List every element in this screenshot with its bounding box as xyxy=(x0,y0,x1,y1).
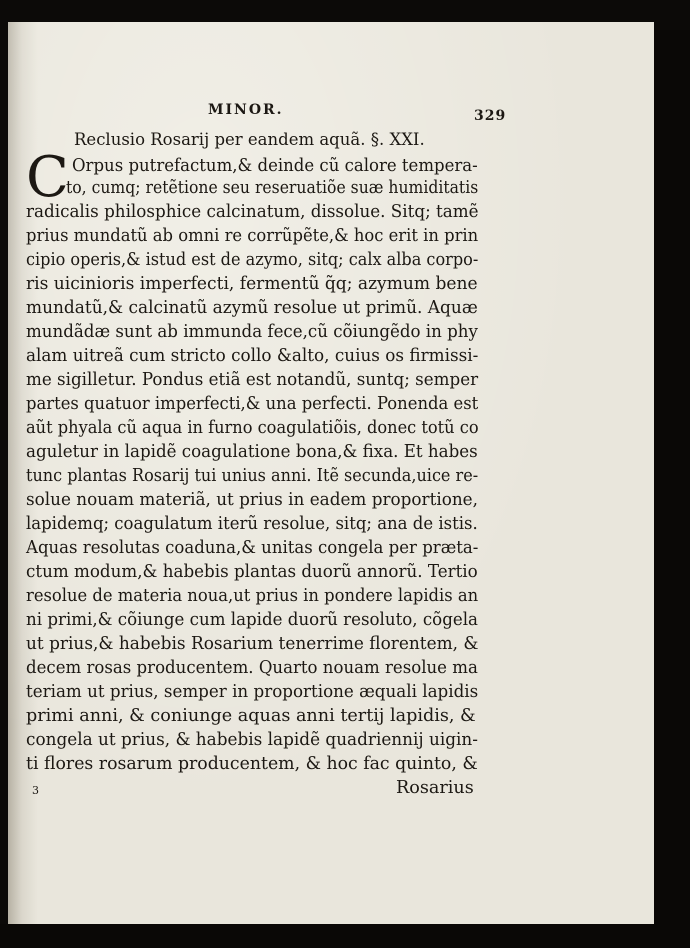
text-line: mundãdæ sunt ab immunda fece,cũ cõiungẽdo in phy xyxy=(26,322,478,342)
text-line: ris uicinioris imperfecti, fermentũ q̃q; azymum bene xyxy=(26,274,478,294)
text-line: congela ut prius, & habebis lapidẽ quadriennij uigin- xyxy=(26,730,478,750)
drop-capital: C xyxy=(26,145,69,210)
text-line: tunc plantas Rosarij tui unius anni. Itẽ secunda,uice re- xyxy=(26,466,479,486)
catchword: Rosarius xyxy=(396,778,474,798)
text-line: ti flores rosarum producentem, & hoc fac quinto, & xyxy=(26,754,478,774)
text-line: Orpus putrefactum,& deinde cũ calore tempera- xyxy=(72,156,478,176)
text-line: ut prius,& habebis Rosarium tenerrime florentem, & xyxy=(26,634,479,654)
page-number: 329 xyxy=(474,108,507,124)
page-edge-shadow xyxy=(654,30,690,948)
text-line: to, cumq; retẽtione seu reseruatiõe suæ humiditatis xyxy=(66,178,479,198)
text-line: partes quatuor imperfecti,& una perfecti. Ponenda est xyxy=(26,394,479,414)
text-line: decem rosas producentem. Quarto nouam resolue ma xyxy=(26,658,478,678)
text-line: Aquas resolutas coaduna,& unitas congela per præta- xyxy=(26,538,479,558)
text-line: ctum modum,& habebis plantas duorũ annorũ. Tertio xyxy=(26,562,478,582)
text-line: radicalis philosphice calcinatum, dissolue. Sitq; tamẽ xyxy=(26,202,479,222)
text-line: teriam ut prius, semper in proportione æquali lapidis xyxy=(26,682,479,702)
text-line: cipio operis,& istud est de azymo, sitq; calx alba corpo- xyxy=(26,250,479,270)
running-head: MINOR. xyxy=(208,102,284,118)
text-line: aguletur in lapidẽ coagulatione bona,& fixa. Et habes xyxy=(26,442,478,462)
book-page xyxy=(8,22,654,924)
text-line: aũt phyala cũ aqua in furno coagulatiõis, donec totũ co xyxy=(26,418,479,438)
page-bottom-shadow xyxy=(0,924,690,948)
text-line: prius mundatũ ab omni re corrũpẽte,& hoc erit in prin xyxy=(26,226,479,246)
text-line: mundatũ,& calcinatũ azymũ resolue ut primũ. Aquæ xyxy=(26,298,478,318)
text-line: lapidemq; coagulatum iterũ resolue, sitq; ana de istis. xyxy=(26,514,478,534)
text-line: primi anni, & coniunge aquas anni tertij lapidis, & xyxy=(26,706,476,726)
text-line: me sigilletur. Pondus etiã est notandũ, suntq; semper xyxy=(26,370,479,390)
signature-mark: 3 xyxy=(32,784,39,797)
text-line: ni primi,& cõiunge cum lapide duorũ resoluto, cõgela xyxy=(26,610,478,630)
text-line: resolue de materia noua,ut prius in pondere lapidis an xyxy=(26,586,479,606)
text-line: solue nouam materiã, ut prius in eadem proportione, xyxy=(26,490,478,510)
section-heading: Reclusio Rosarij per eandem aquã. §. XXI. xyxy=(74,130,425,149)
text-line: alam uitreã cum stricto collo &alto, cuius os firmissi- xyxy=(26,346,479,366)
